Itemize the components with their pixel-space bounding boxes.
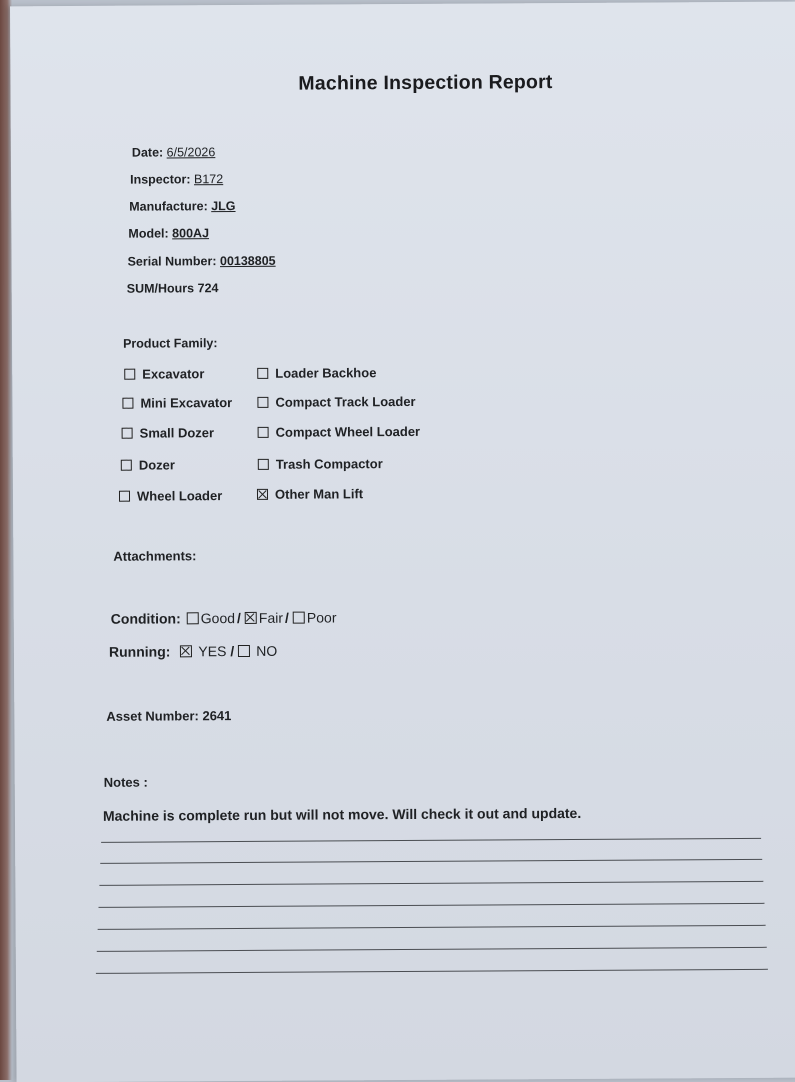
note-line xyxy=(101,838,761,843)
asset-number-field xyxy=(106,708,231,724)
checkbox-label: Trash Compactor xyxy=(275,456,383,472)
running-option-no[interactable] xyxy=(238,643,277,659)
checkbox-box[interactable] xyxy=(124,369,135,380)
condition-option-fair[interactable] xyxy=(245,610,283,626)
inspector-value: B172 xyxy=(193,172,224,187)
checkbox-box[interactable] xyxy=(122,428,133,439)
checkbox-label: Loader Backhoe xyxy=(275,365,377,381)
separator: / xyxy=(230,643,235,660)
condition-label: Condition: xyxy=(110,610,181,627)
checkbox-box[interactable] xyxy=(187,612,199,624)
condition-option-label: Fair xyxy=(258,609,284,626)
checkbox-box-checked[interactable] xyxy=(245,612,257,624)
date-field xyxy=(132,145,216,160)
checkbox-box-checked[interactable] xyxy=(180,645,192,657)
checkbox-compact-wheel-loader[interactable] xyxy=(258,424,421,440)
hours-field xyxy=(127,281,219,296)
checkbox-label: Small Dozer xyxy=(139,425,215,441)
asset-number-value: 2641 xyxy=(202,708,232,724)
checkbox-box[interactable] xyxy=(258,459,269,470)
condition-row xyxy=(111,609,337,626)
product-family-label: Product Family: xyxy=(123,336,218,351)
notes-text: Machine is complete run but will not move. Will check it out and update. xyxy=(102,804,582,824)
note-line xyxy=(96,969,768,974)
inspector-field xyxy=(130,172,223,187)
page-title: Machine Inspection Report xyxy=(298,71,553,95)
note-line xyxy=(98,925,766,930)
checkbox-box[interactable] xyxy=(257,368,268,379)
date-label: Date: xyxy=(131,145,164,160)
note-line xyxy=(99,881,763,886)
checkbox-label: Compact Track Loader xyxy=(275,393,416,410)
checkbox-box[interactable] xyxy=(238,645,250,657)
manufacture-field xyxy=(129,199,235,214)
checkbox-small-dozer[interactable] xyxy=(122,425,215,441)
notes-label: Notes : xyxy=(103,774,148,790)
inspection-report-sheet xyxy=(10,2,795,1082)
running-option-label: YES xyxy=(198,643,227,660)
inspector-label: Inspector: xyxy=(130,172,191,187)
manufacture-value: JLG xyxy=(211,199,236,214)
condition-option-poor[interactable] xyxy=(293,609,337,625)
model-label: Model: xyxy=(128,226,169,241)
checkbox-label: Other Man Lift xyxy=(274,486,364,502)
serial-number-label: Serial Number: xyxy=(127,254,217,269)
checkbox-compact-track-loader[interactable] xyxy=(257,394,415,410)
checkbox-label: Compact Wheel Loader xyxy=(275,423,421,440)
checkbox-loader-backhoe[interactable] xyxy=(257,365,376,381)
checkbox-box[interactable] xyxy=(121,460,132,471)
checkbox-box-checked[interactable] xyxy=(257,489,268,500)
condition-option-good[interactable] xyxy=(187,610,235,626)
checkbox-box[interactable] xyxy=(293,612,305,624)
hours-label: SUM/Hours xyxy=(126,281,195,296)
running-label: Running: xyxy=(108,643,171,660)
checkbox-other-man-lift[interactable] xyxy=(257,486,363,502)
checkbox-trash-compactor[interactable] xyxy=(258,456,383,472)
checkbox-label: Excavator xyxy=(142,366,205,382)
asset-number-label: Asset Number: xyxy=(106,708,199,724)
checkbox-box[interactable] xyxy=(258,427,269,438)
hours-value: 724 xyxy=(197,281,219,296)
model-field xyxy=(128,226,209,240)
manufacture-label: Manufacture: xyxy=(129,199,208,214)
date-value: 6/5/2026 xyxy=(166,145,216,160)
checkbox-label: Wheel Loader xyxy=(136,488,223,504)
running-row xyxy=(109,643,277,660)
checkbox-label: Mini Excavator xyxy=(140,395,233,411)
note-line xyxy=(99,903,765,908)
checkbox-box[interactable] xyxy=(122,398,133,409)
checkbox-label: Dozer xyxy=(138,457,175,473)
checkbox-excavator[interactable] xyxy=(124,366,204,381)
checkbox-box[interactable] xyxy=(257,397,268,408)
separator: / xyxy=(236,609,241,627)
note-line xyxy=(100,859,762,864)
checkbox-wheel-loader[interactable] xyxy=(119,488,222,504)
serial-number-value: 00138805 xyxy=(219,253,276,269)
attachments-label: Attachments: xyxy=(113,548,197,564)
condition-option-label: Good xyxy=(200,610,236,627)
running-option-yes[interactable] xyxy=(180,643,226,659)
model-value: 800AJ xyxy=(172,226,210,241)
running-option-label: NO xyxy=(256,642,278,659)
note-line xyxy=(97,947,767,952)
condition-option-label: Poor xyxy=(306,609,337,626)
serial-number-field xyxy=(128,254,276,269)
separator: / xyxy=(284,609,289,626)
checkbox-box[interactable] xyxy=(119,491,130,502)
checkbox-dozer[interactable] xyxy=(121,457,175,472)
checkbox-mini-excavator[interactable] xyxy=(122,395,232,411)
